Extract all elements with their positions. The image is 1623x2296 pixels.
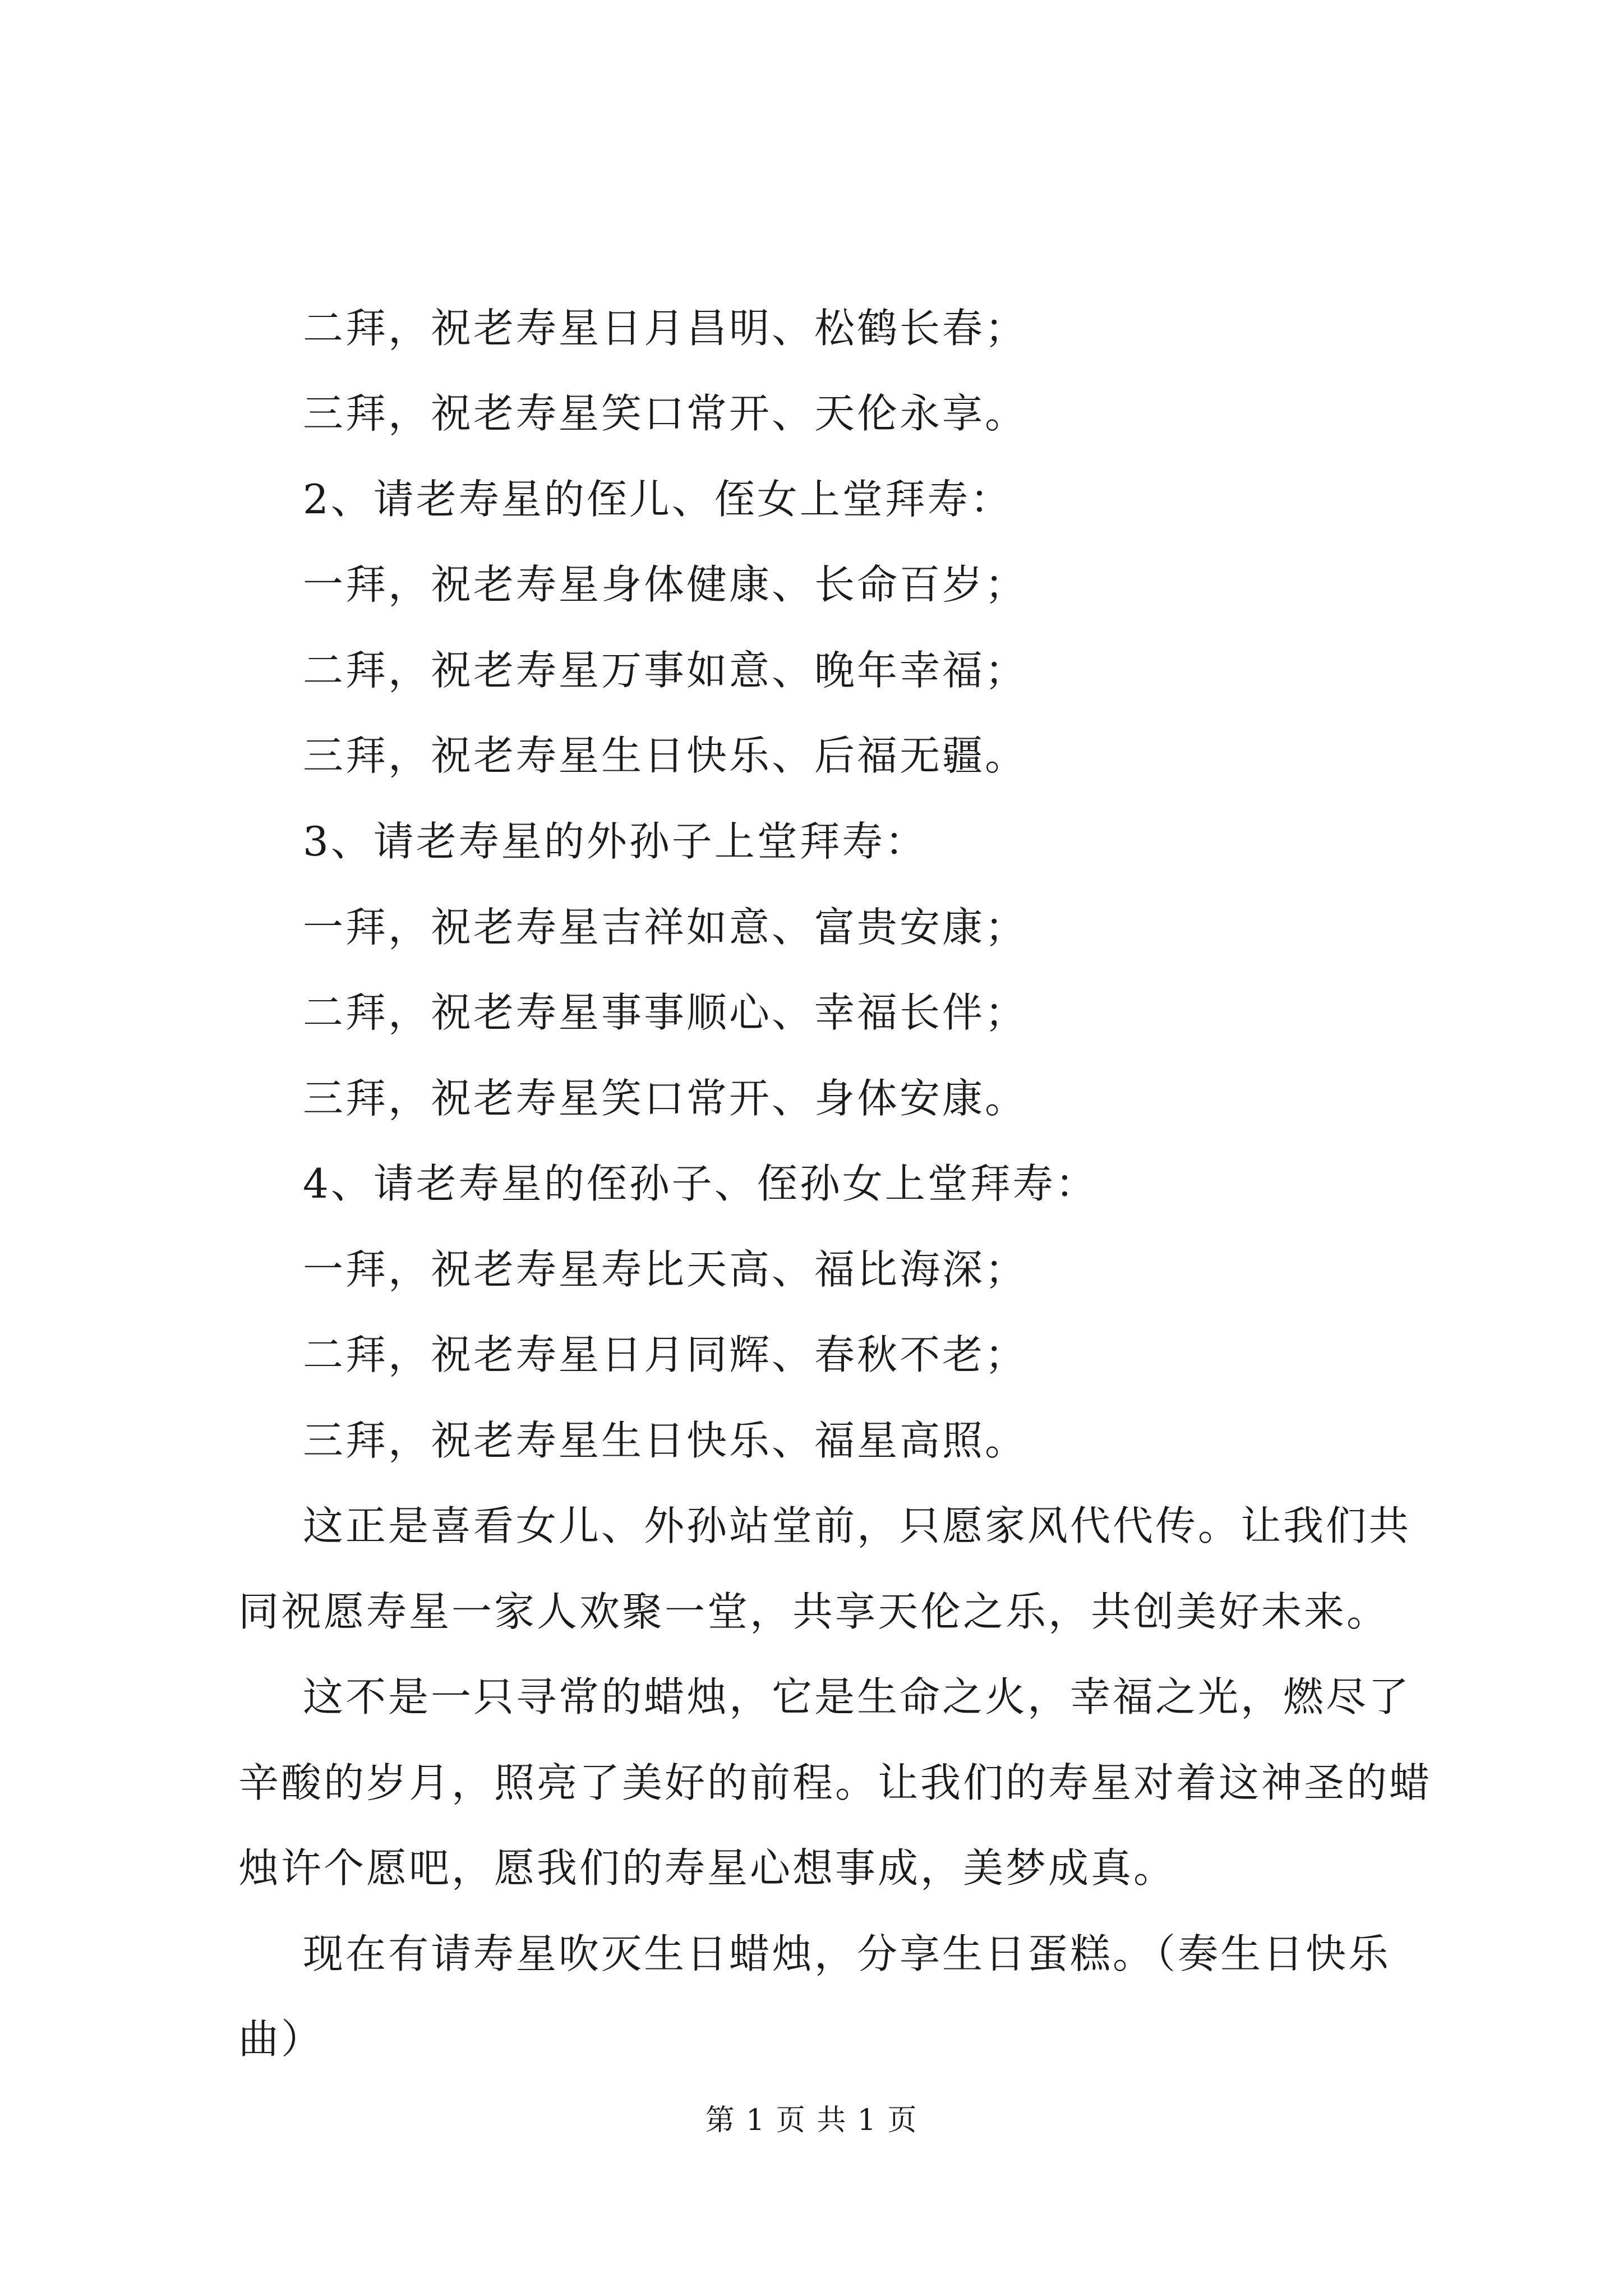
text-line: 4、请老寿星的侄孙子、侄孙女上堂拜寿： xyxy=(303,1160,1098,1207)
text-line: 一拜，祝老寿星寿比天高、福比海深； xyxy=(303,1246,1028,1293)
text-line: 三拜，祝老寿星生日快乐、福星高照。 xyxy=(303,1417,1028,1464)
text-line: 2、请老寿星的侄儿、侄女上堂拜寿： xyxy=(303,476,1013,523)
text-line: 三拜，祝老寿星笑口常开、身体安康。 xyxy=(303,1075,1028,1122)
text-line: 这不是一只寻常的蜡烛，它是生命之火，幸福之光，燃尽了 xyxy=(303,1673,1412,1720)
text-line: 二拜，祝老寿星事事顺心、幸福长伴； xyxy=(303,989,1028,1036)
text-line: 现在有请寿星吹灭生日蜡烛，分享生日蛋糕。（奏生日快乐 xyxy=(303,1930,1391,1977)
text-line: 同祝愿寿星一家人欢聚一堂，共享天伦之乐，共创美好未来。 xyxy=(238,1588,1390,1635)
text-line: 这正是喜看女儿、外孙站堂前，只愿家风代代传。让我们共 xyxy=(303,1502,1412,1549)
text-line: 3、请老寿星的外孙子上堂拜寿： xyxy=(303,818,928,865)
page-number-footer: 第 1 页 共 1 页 xyxy=(705,2104,918,2137)
text-line: 辛酸的岁月，照亮了美好的前程。让我们的寿星对着这神圣的蜡 xyxy=(238,1759,1432,1806)
text-line: 一拜，祝老寿星吉祥如意、富贵安康； xyxy=(303,904,1028,951)
text-line: 三拜，祝老寿星笑口常开、天伦永享。 xyxy=(303,390,1028,437)
text-line: 曲） xyxy=(238,2016,324,2063)
text-line: 三拜，祝老寿星生日快乐、后福无疆。 xyxy=(303,732,1028,779)
text-line: 烛许个愿吧，愿我们的寿星心想事成，美梦成真。 xyxy=(238,1844,1177,1892)
text-line: 二拜，祝老寿星日月昌明、松鹤长春； xyxy=(303,305,1028,352)
text-line: 一拜，祝老寿星身体健康、长命百岁； xyxy=(303,561,1028,608)
text-line: 二拜，祝老寿星日月同辉、春秋不老； xyxy=(303,1331,1028,1378)
text-line: 二拜，祝老寿星万事如意、晚年幸福； xyxy=(303,647,1028,694)
